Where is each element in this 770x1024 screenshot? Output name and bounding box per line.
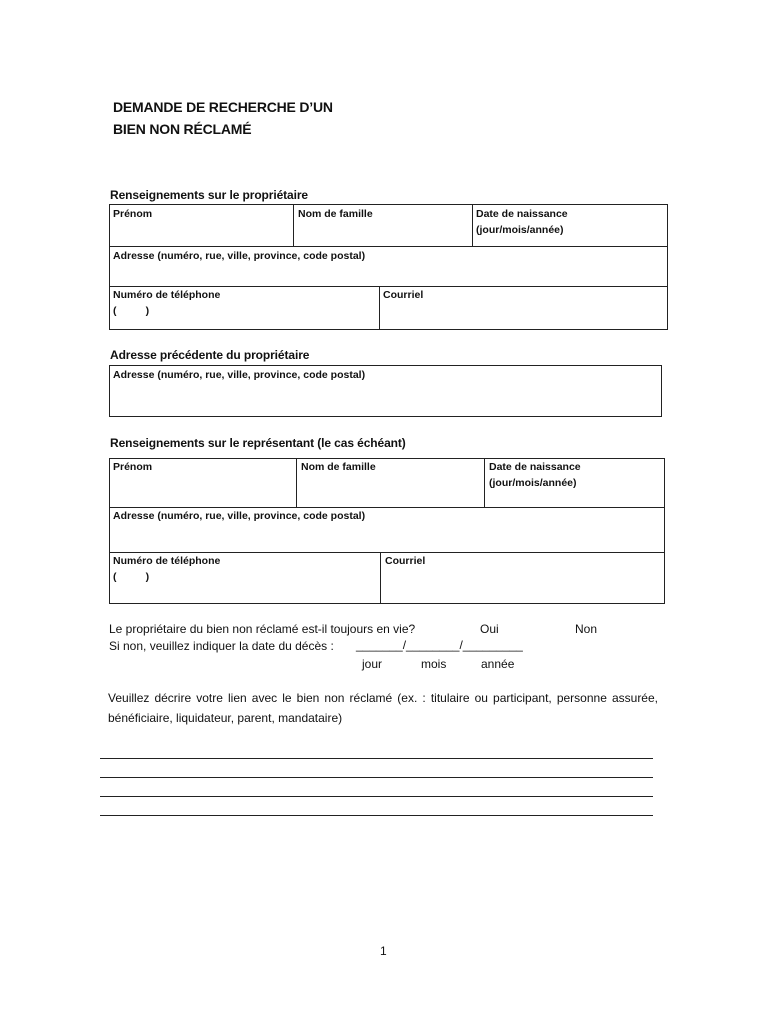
year-label: année [481, 657, 515, 671]
title-line-1: DEMANDE DE RECHERCHE D’UN [113, 99, 333, 115]
owner-email-field[interactable]: Courriel [383, 289, 424, 301]
owner-address-field[interactable]: Adresse (numéro, rue, ville, province, code postal) [113, 250, 366, 262]
rep-dob-format: (jour/mois/année) [489, 477, 577, 489]
month-label: mois [421, 657, 447, 671]
death-date-prompt: Si non, veuillez indiquer la date du décès : [109, 639, 334, 653]
death-date-input[interactable]: _______/________/_________ [356, 638, 523, 652]
rep-address-field[interactable]: Adresse (numéro, rue, ville, province, code postal) [113, 510, 366, 522]
previous-address-heading: Adresse précédente du propriétaire [110, 348, 310, 362]
owner-first-name-field[interactable]: Prénom [113, 208, 153, 220]
page-title [113, 96, 333, 140]
relationship-description: Veuillez décrire votre lien avec le bien non réclamé (ex. : titulaire ou participant, personne assurée, bénéficiaire, liquidateur, parent, mandataire) [108, 691, 658, 725]
owner-dob-format: (jour/mois/année) [476, 224, 564, 236]
owner-section-heading: Renseignements sur le propriétaire [110, 188, 308, 202]
owner-phone-field[interactable] [113, 287, 220, 319]
rep-phone-label: Numéro de téléphone [113, 555, 221, 567]
owner-phone-label: Numéro de téléphone [113, 289, 221, 301]
owner-dob-label: Date de naissance [476, 208, 568, 220]
rep-phone-field[interactable] [113, 553, 220, 585]
rep-dob-field[interactable] [489, 459, 581, 491]
yes-option[interactable]: Oui [480, 622, 499, 636]
answer-line-4[interactable] [100, 815, 653, 816]
rep-first-name-field[interactable]: Prénom [113, 461, 153, 473]
answer-line-1[interactable] [100, 758, 653, 759]
owner-last-name-field[interactable]: Nom de famille [298, 208, 373, 220]
rep-phone-area-code: ( ) [113, 571, 150, 583]
owner-dob-field[interactable] [476, 206, 568, 238]
previous-address-field[interactable]: Adresse (numéro, rue, ville, province, code postal) [113, 369, 366, 381]
rep-email-field[interactable]: Courriel [385, 555, 426, 567]
rep-dob-label: Date de naissance [489, 461, 581, 473]
answer-line-2[interactable] [100, 777, 653, 778]
title-line-2: BIEN NON RÉCLAMÉ [113, 121, 252, 137]
owner-phone-area-code: ( ) [113, 305, 150, 317]
page-number: 1 [380, 944, 387, 958]
representative-section-heading: Renseignements sur le représentant (le cas échéant) [110, 436, 406, 450]
answer-line-3[interactable] [100, 796, 653, 797]
day-label: jour [362, 657, 383, 671]
rep-last-name-field[interactable]: Nom de famille [301, 461, 376, 473]
alive-question: Le propriétaire du bien non réclamé est-il toujours en vie? [109, 622, 416, 636]
no-option[interactable]: Non [575, 622, 598, 636]
